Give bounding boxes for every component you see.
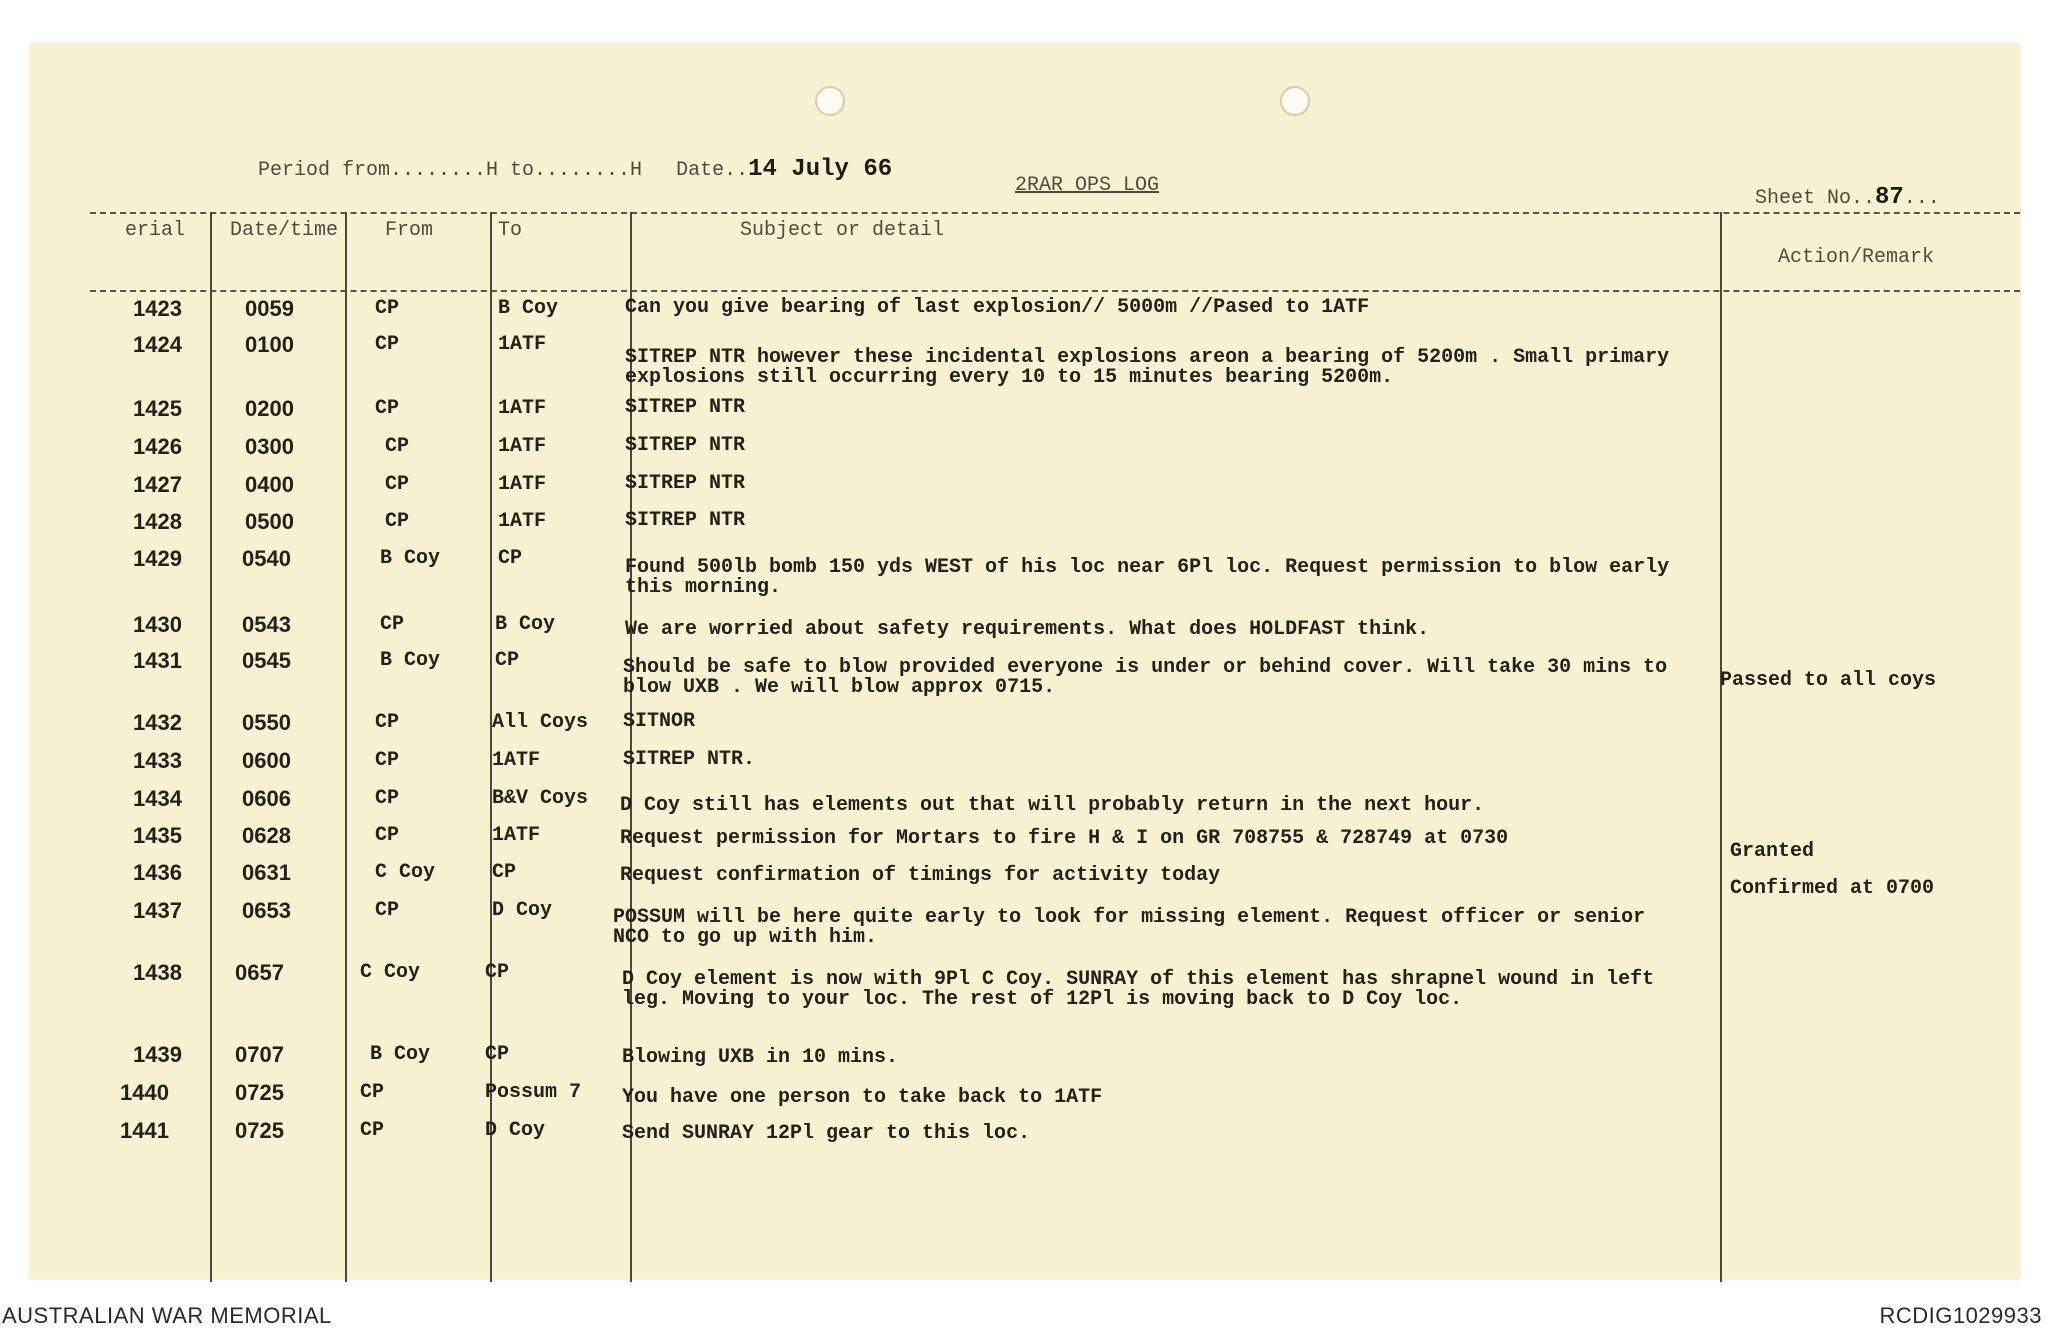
sheet-label: Sheet No.. <box>1755 187 1876 210</box>
time-cell: 0545 <box>242 648 291 673</box>
from-cell: CP <box>375 899 400 922</box>
detail-cell: Request permission for Mortars to fire H & I on GR 708755 & 728749 at 0730 <box>620 827 1509 850</box>
table-row <box>30 332 2020 389</box>
detail-cell: D Coy still has elements out that will probably return in the next hour. <box>620 794 1485 817</box>
detail-cell: Found 500lb bomb 150 yds WEST of his loc near 6Pl loc. Request permission to blow early this morning. <box>625 556 1670 599</box>
detail-cell: SITREP NTR <box>625 472 746 495</box>
time-cell: 0653 <box>242 898 291 923</box>
table-row <box>30 396 2020 421</box>
to-cell: 1ATF <box>492 749 541 772</box>
header-top-rule <box>90 212 2020 214</box>
from-cell: CP <box>375 787 400 810</box>
footer-credit: AUSTRALIAN WAR MEMORIAL <box>2 1303 332 1328</box>
detail-cell: Send SUNRAY 12Pl gear to this loc. <box>622 1122 1031 1145</box>
time-cell: 0707 <box>235 1042 284 1067</box>
detail-cell: SITREP NTR <box>625 434 746 457</box>
col-serial: erial <box>125 219 186 242</box>
table-row <box>30 898 2020 949</box>
serial-cell: 1424 <box>133 332 182 357</box>
table-row <box>30 546 2020 599</box>
to-cell: CP <box>498 547 523 570</box>
table-row <box>30 472 2020 497</box>
from-cell: B Coy <box>370 1043 431 1066</box>
serial-cell: 1423 <box>133 296 182 321</box>
from-cell: CP <box>385 435 410 458</box>
to-cell: 1ATF <box>498 435 547 458</box>
serial-cell: 1437 <box>133 898 182 923</box>
detail-cell: You have one person to take back to 1ATF <box>622 1086 1103 1109</box>
table-row <box>30 786 2020 817</box>
divider-serial <box>210 212 212 1282</box>
detail-cell: SITREP NTR <box>625 396 746 419</box>
time-cell: 0628 <box>242 823 291 848</box>
to-cell: B&V Coys <box>492 787 589 810</box>
period-text: Period from........H to........H <box>258 159 643 182</box>
time-cell: 0059 <box>245 296 294 321</box>
table-row <box>30 960 2020 1011</box>
serial-cell: 1425 <box>133 396 182 421</box>
to-cell: CP <box>492 861 517 884</box>
from-cell: CP <box>360 1081 385 1104</box>
to-cell: CP <box>485 1043 510 1066</box>
serial-cell: 1440 <box>120 1080 169 1105</box>
to-cell: 1ATF <box>498 473 547 496</box>
from-cell: C Coy <box>375 861 436 884</box>
from-cell: CP <box>385 473 410 496</box>
time-cell: 0550 <box>242 710 291 735</box>
to-cell: 1ATF <box>498 333 547 356</box>
to-cell: B Coy <box>498 297 559 320</box>
time-cell: 0725 <box>235 1080 284 1105</box>
serial-cell: 1436 <box>133 860 182 885</box>
time-cell: 0543 <box>242 612 291 637</box>
period-field <box>258 156 892 183</box>
time-cell: 0600 <box>242 748 291 773</box>
serial-cell: 1432 <box>133 710 182 735</box>
from-cell: CP <box>375 333 400 356</box>
to-cell: D Coy <box>492 899 553 922</box>
table-row <box>30 434 2020 459</box>
time-cell: 0400 <box>245 472 294 497</box>
detail-cell: SITREP NTR. <box>623 748 756 771</box>
from-cell: CP <box>360 1119 385 1142</box>
table-row <box>30 1080 2020 1109</box>
from-cell: CP <box>385 510 410 533</box>
table-row <box>30 1042 2020 1069</box>
table-row <box>30 748 2020 773</box>
from-cell: C Coy <box>360 961 421 984</box>
from-cell: CP <box>375 824 400 847</box>
to-cell: 1ATF <box>492 824 541 847</box>
table-row <box>30 296 2020 321</box>
time-cell: 0200 <box>245 396 294 421</box>
serial-cell: 1426 <box>133 434 182 459</box>
serial-cell: 1429 <box>133 546 182 571</box>
serial-cell: 1430 <box>133 612 182 637</box>
from-cell: B Coy <box>380 547 441 570</box>
punch-hole-right <box>1280 86 1310 116</box>
time-cell: 0540 <box>242 546 291 571</box>
detail-cell: SITREP NTR however these incidental explosions areon a bearing of 5200m . Small primary explosions still occurring every 10 to 15 minutes bearing 5200m. <box>625 346 1670 389</box>
detail-cell: SITREP NTR <box>625 509 746 532</box>
detail-cell: D Coy element is now with 9Pl C Coy. SUNRAY of this element has shrapnel wound in left leg. Moving to your loc. The rest of 12Pl is moving back to D Coy loc. <box>622 968 1655 1011</box>
remark-cell: Confirmed at 0700 <box>1730 877 1935 900</box>
table-row <box>30 612 2020 641</box>
serial-cell: 1441 <box>120 1118 169 1143</box>
detail-cell: Blowing UXB in 10 mins. <box>622 1046 899 1069</box>
to-cell: B Coy <box>495 613 556 636</box>
table-row <box>30 823 2020 863</box>
detail-cell: SITNOR <box>623 710 696 733</box>
detail-cell: We are worried about safety requirements. What does HOLDFAST think. <box>625 618 1430 641</box>
col-to: To <box>498 219 523 242</box>
table-row <box>30 648 2020 699</box>
time-cell: 0300 <box>245 434 294 459</box>
time-cell: 0500 <box>245 509 294 534</box>
serial-cell: 1434 <box>133 786 182 811</box>
to-cell: D Coy <box>485 1119 546 1142</box>
time-cell: 0100 <box>245 332 294 357</box>
detail-cell: Can you give bearing of last explosion// 5000m //Pased to 1ATF <box>625 296 1370 319</box>
time-cell: 0631 <box>242 860 291 885</box>
table-row <box>30 1118 2020 1145</box>
from-cell: B Coy <box>380 649 441 672</box>
remark-cell: Passed to all coys <box>1720 669 1937 692</box>
table-row <box>30 860 2020 900</box>
from-cell: CP <box>380 613 405 636</box>
sheet-number <box>1755 184 1940 211</box>
col-datetime: Date/time <box>230 219 339 242</box>
to-cell: 1ATF <box>498 397 547 420</box>
remark-cell: Granted <box>1730 840 1815 863</box>
footer-id: RCDIG1029933 <box>1879 1303 2042 1328</box>
divider-time <box>345 212 347 1282</box>
serial-cell: 1427 <box>133 472 182 497</box>
serial-cell: 1431 <box>133 648 182 673</box>
to-cell: CP <box>485 961 510 984</box>
detail-cell: Should be safe to blow provided everyone is under or behind cover. Will take 30 mins to blow UXB . We will blow approx 0715. <box>623 656 1668 699</box>
time-cell: 0725 <box>235 1118 284 1143</box>
divider-subject <box>1720 212 1722 1282</box>
from-cell: CP <box>375 297 400 320</box>
header-bottom-rule <box>90 290 2020 292</box>
punch-hole-left <box>815 86 845 116</box>
table-row <box>30 710 2020 735</box>
log-title: 2RAR OPS LOG <box>1015 174 1160 197</box>
date-label: Date.. <box>676 159 749 182</box>
from-cell: CP <box>375 749 400 772</box>
to-cell: All Coys <box>492 711 589 734</box>
sheet-value: 87 <box>1875 184 1904 211</box>
serial-cell: 1433 <box>133 748 182 773</box>
to-cell: 1ATF <box>498 510 547 533</box>
time-cell: 0606 <box>242 786 291 811</box>
from-cell: CP <box>375 711 400 734</box>
log-sheet <box>30 44 2020 1279</box>
to-cell: CP <box>495 649 520 672</box>
col-subject: Subject or detail <box>740 219 945 242</box>
col-remark: Action/Remark <box>1778 246 1935 269</box>
serial-cell: 1428 <box>133 509 182 534</box>
to-cell: Possum 7 <box>485 1081 582 1104</box>
time-cell: 0657 <box>235 960 284 985</box>
serial-cell: 1438 <box>133 960 182 985</box>
from-cell: CP <box>375 397 400 420</box>
serial-cell: 1435 <box>133 823 182 848</box>
table-row <box>30 509 2020 534</box>
sheet-trail: ... <box>1903 187 1940 210</box>
serial-cell: 1439 <box>133 1042 182 1067</box>
detail-cell: POSSUM will be here quite early to look for missing element. Request officer or senior NCO to go up with him. <box>613 906 1646 949</box>
detail-cell: Request confirmation of timings for activity today <box>620 864 1221 887</box>
date-value: 14 July 66 <box>748 156 893 183</box>
col-from: From <box>385 219 434 242</box>
